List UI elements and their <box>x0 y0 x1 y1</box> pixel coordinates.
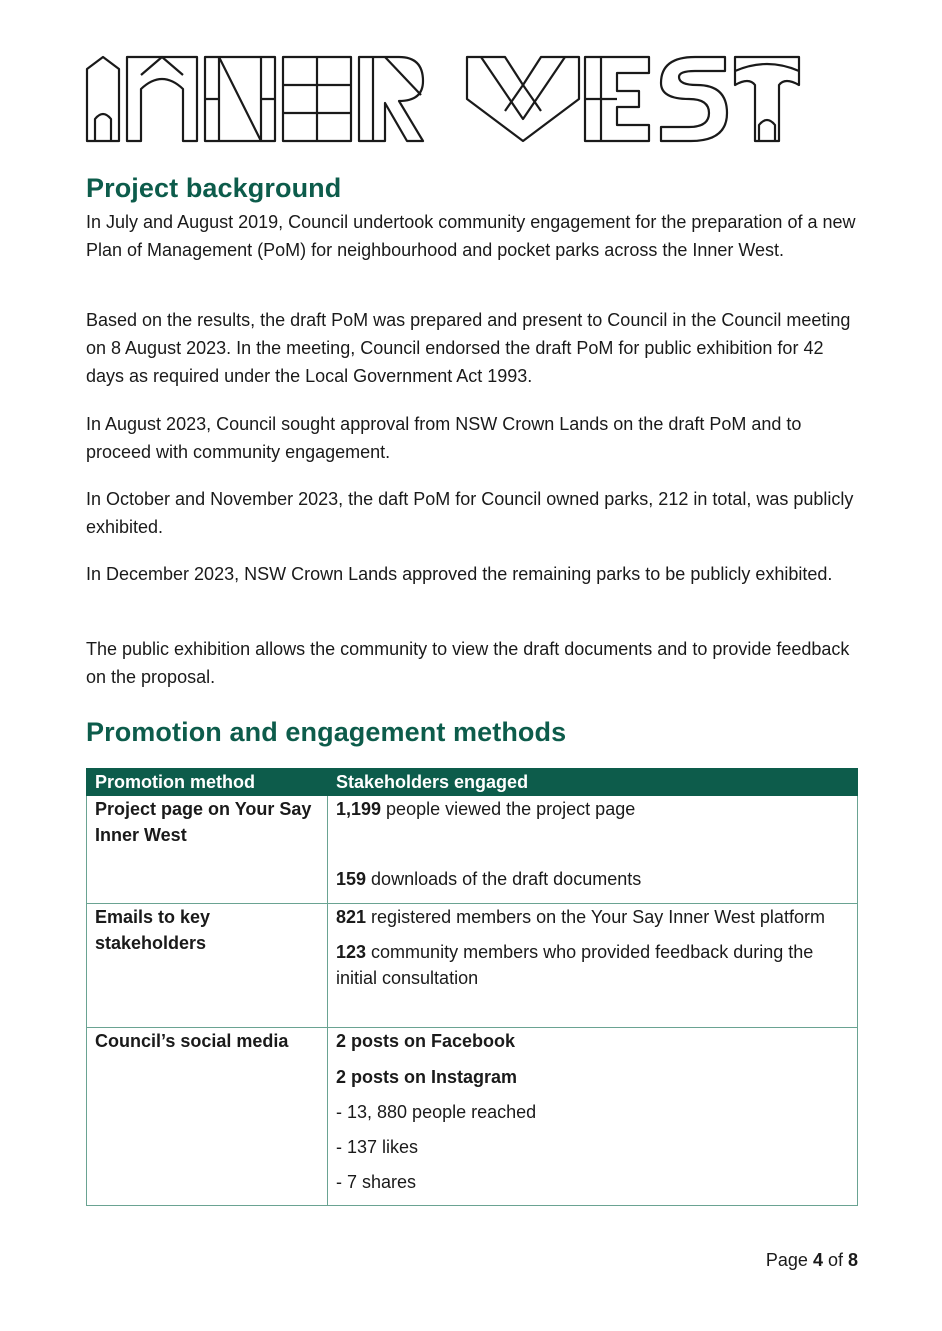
method-label: Project page on Your Say Inner West <box>95 799 312 845</box>
table-row <box>87 904 858 1028</box>
background-paragraph-4: In October and November 2023, the daft PoM for Council owned parks, 212 in total, was publicly exhibited. <box>86 489 854 537</box>
background-paragraph-3: In August 2023, Council sought approval from NSW Crown Lands on the draft PoM and to proceed with community engagement. <box>86 414 802 462</box>
stat-text: registered members on the Your Say Inner West platform <box>366 907 825 927</box>
stat-text: downloads of the draft documents <box>366 869 642 889</box>
promotion-table <box>86 768 858 1206</box>
stakeholders-cell <box>328 1028 858 1206</box>
logo-letter-i <box>87 57 119 141</box>
background-paragraph-5: In December 2023, NSW Crown Lands approved the remaining parks to be publicly exhibited. <box>86 564 833 584</box>
stat-text: community members who provided feedback during the initial consultation <box>336 942 814 988</box>
logo-letter-s <box>661 57 727 141</box>
logo-letter-n1 <box>127 57 197 141</box>
stat-text: people viewed the project page <box>381 799 636 819</box>
background-paragraph-1: In July and August 2019, Council undertook community engagement for the preparation of a new Plan of Management (PoM) for neighbourhood and pocket parks across the Inner West. <box>86 212 856 260</box>
table-header-row <box>87 769 858 796</box>
stat-line <box>336 939 849 991</box>
instagram-posts: 2 posts on Instagram <box>336 1067 518 1087</box>
likes-count: - 137 likes <box>336 1137 419 1157</box>
page-current: 4 <box>812 1250 823 1270</box>
method-label: Emails to key stakeholders <box>95 907 211 953</box>
logo-letter-t <box>735 57 799 141</box>
method-cell <box>87 1028 328 1206</box>
stakeholders-cell <box>328 796 858 904</box>
section-heading-background: Project background <box>86 173 342 203</box>
logo-letter-n2 <box>205 57 275 141</box>
people-reached: - 13, 880 people reached <box>336 1102 537 1122</box>
stat-line <box>336 796 849 822</box>
page-number <box>766 1250 858 1271</box>
shares-count: - 7 shares <box>336 1172 417 1192</box>
column-header-stakeholders: Stakeholders engaged <box>328 769 858 796</box>
stat-line <box>336 866 849 892</box>
table-row <box>87 1028 858 1206</box>
logo-letter-r <box>359 57 423 141</box>
facebook-posts: 2 posts on Facebook <box>336 1031 516 1051</box>
logo-letter-w <box>467 57 579 141</box>
page-prefix: Page <box>765 1250 813 1270</box>
inner-west-logo <box>85 55 802 143</box>
column-header-method: Promotion method <box>87 769 328 796</box>
method-cell <box>87 904 328 1028</box>
method-label: Council’s social media <box>95 1031 289 1051</box>
page-of: of <box>822 1250 848 1270</box>
logo-letter-e <box>283 57 351 141</box>
logo-letter-e2 <box>585 57 649 141</box>
section-heading-promotion: Promotion and engagement methods <box>86 717 567 747</box>
stat-number: 123 <box>336 942 367 962</box>
method-cell <box>87 796 328 904</box>
background-paragraph-6: The public exhibition allows the community to view the draft documents and to provide feedback on the proposal. <box>86 639 850 687</box>
stat-line <box>336 904 849 930</box>
background-paragraph-2: Based on the results, the draft PoM was prepared and present to Council in the Council meeting on 8 August 2023. In the meeting, Council endorsed the draft PoM for public exhibition for 42 days as required under the Local Government Act 1993. <box>86 310 851 386</box>
stakeholders-cell <box>328 904 858 1028</box>
table-row <box>87 796 858 904</box>
stat-number: 821 <box>336 907 367 927</box>
page-content <box>86 170 858 1192</box>
stat-number: 1,199 <box>336 799 382 819</box>
page-total: 8 <box>847 1250 858 1270</box>
stat-number: 159 <box>336 869 367 889</box>
